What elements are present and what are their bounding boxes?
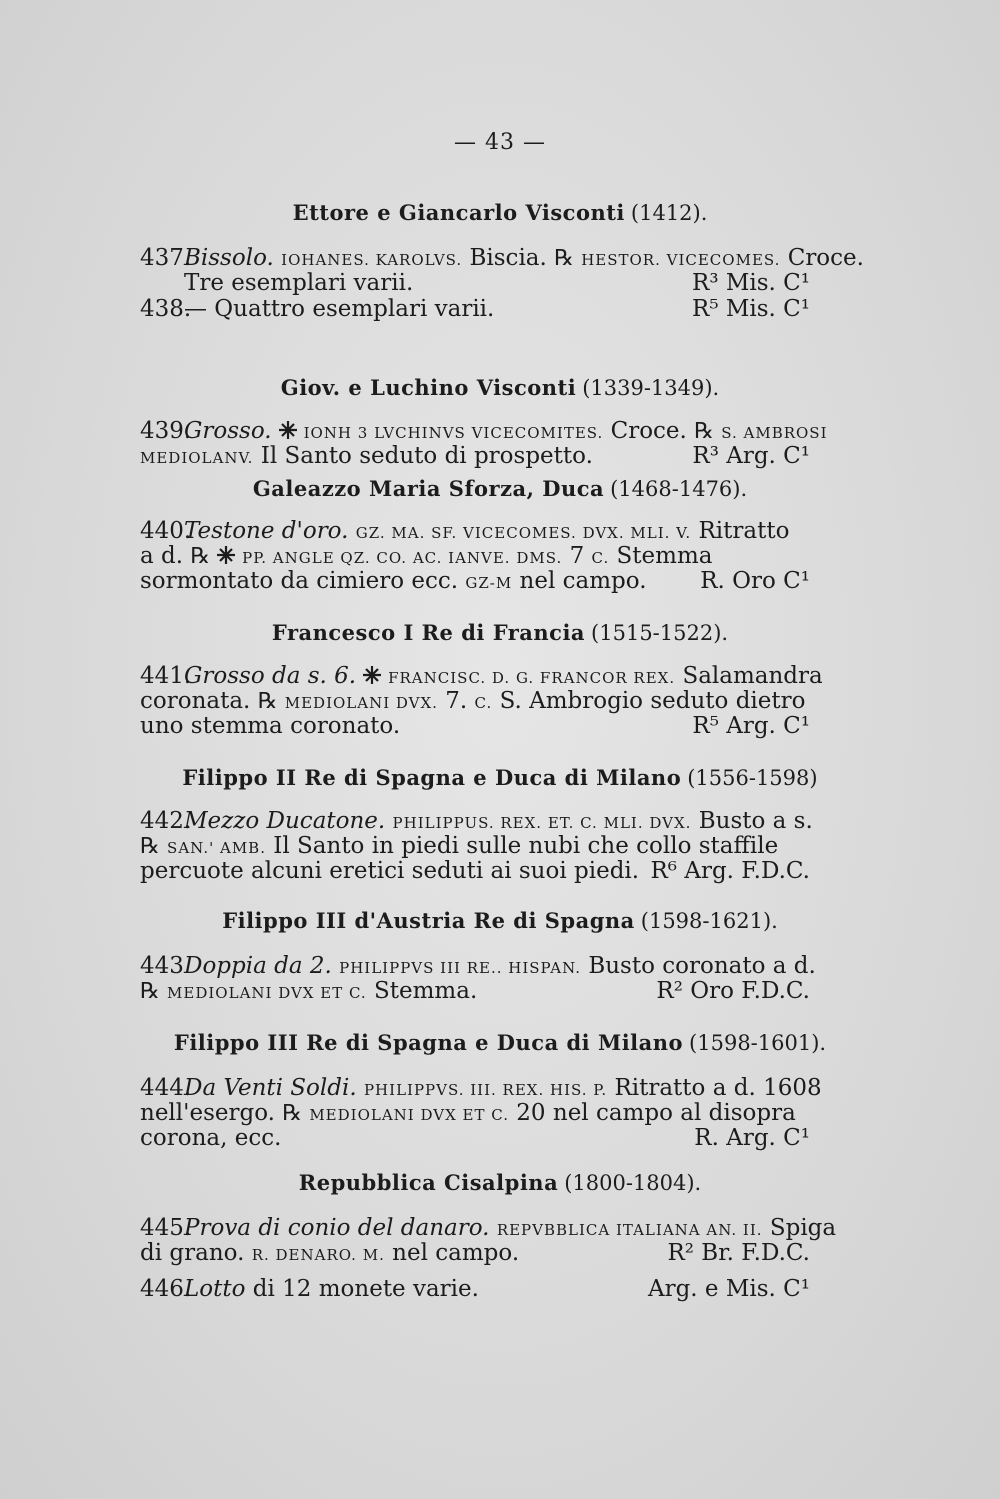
coin-name: Mezzo Ducatone.	[184, 808, 386, 834]
description: 7	[569, 543, 585, 569]
reverse-symbol: ℞	[282, 1101, 303, 1126]
entry-line	[140, 663, 823, 691]
description: a d.	[140, 543, 184, 569]
entry-line	[140, 978, 810, 1006]
obverse-legend: PHILIPPUS. REX. ET. C. MLI. DVX.	[392, 814, 692, 832]
lot-number: 439.	[140, 418, 192, 444]
entry-line	[140, 270, 810, 298]
section-title: Galeazzo Maria Sforza, Duca	[252, 476, 605, 501]
coin-name: Grosso da s. 6.	[184, 663, 357, 689]
description: Salamandra	[682, 663, 823, 689]
description: di 12 monete varie.	[252, 1276, 479, 1302]
description: 20 nel campo al disopra	[516, 1100, 796, 1126]
rarity-grade: R⁶ Arg. F.D.C.	[650, 858, 810, 884]
rarity-grade: R⁵ Arg. C¹	[692, 713, 810, 739]
section-title: Ettore e Giancarlo Visconti	[292, 200, 625, 225]
section-title: Filippo III d'Austria Re di Spagna	[222, 908, 635, 933]
obverse-legend: PHILIPPVS. III. REX. HIS. P.	[363, 1081, 608, 1099]
description: corona, ecc.	[140, 1125, 282, 1151]
lot-number: 446.	[140, 1276, 192, 1302]
section-dates: (1468-1476).	[610, 477, 748, 501]
entry-line	[140, 443, 810, 471]
description: coronata.	[140, 688, 251, 714]
reverse-legend: MEDIOLANI DVX ET C.	[309, 1106, 509, 1124]
section-heading	[0, 476, 1000, 501]
rarity-grade: R² Oro F.D.C.	[656, 978, 810, 1004]
section-dates: (1556-1598)	[687, 766, 818, 790]
section-title: Repubblica Cisalpina	[298, 1170, 559, 1195]
reverse-symbol: ℞	[140, 834, 160, 859]
reverse-symbol: ℞	[554, 246, 574, 271]
obverse-legend: REPVBBLICA ITALIANA AN. II.	[496, 1221, 763, 1239]
obverse-legend: IOHANES. KAROLVS.	[281, 251, 463, 269]
reverse-symbol: ℞	[140, 979, 160, 1004]
lot-number: 444.	[140, 1075, 192, 1101]
description: Tre esemplari varii.	[184, 270, 414, 296]
reverse-legend: MEDIOLANI DVX.	[284, 694, 438, 712]
entry-line	[140, 1125, 810, 1153]
coin-name: Prova di conio del danaro.	[184, 1215, 490, 1241]
lot-number: 438.	[140, 296, 192, 322]
description: di grano.	[140, 1240, 245, 1266]
description: Biscia.	[469, 245, 547, 271]
description: Croce.	[610, 418, 687, 444]
rarity-grade: R³ Mis. C¹	[692, 270, 810, 296]
section-heading	[0, 200, 1000, 225]
description: nel campo.	[392, 1240, 520, 1266]
description: percuote alcuni eretici seduti ai suoi piedi.	[140, 858, 640, 884]
rarity-grade: R. Oro C¹	[700, 568, 810, 594]
lot-number: 442.	[140, 808, 192, 834]
entry-line	[140, 518, 810, 546]
reverse-legend: SAN.' AMB.	[167, 839, 266, 857]
description: Spiga	[769, 1215, 837, 1241]
rarity-grade: R³ Arg. C¹	[692, 443, 810, 469]
cross-icon	[362, 665, 382, 685]
description: Il Santo seduto di prospetto.	[260, 443, 593, 469]
description: nell'esergo.	[140, 1100, 275, 1126]
cross-icon	[278, 420, 298, 440]
reverse-legend: HESTOR. VICECOMES.	[581, 251, 781, 269]
obverse-legend: FRANCISC. D. G. FRANCOR REX.	[388, 669, 676, 687]
entry-line	[140, 713, 810, 741]
section-dates: (1412).	[630, 201, 708, 225]
obverse-legend: GZ. MA. SF. VICECOMES. DVX. MLI. V.	[355, 524, 692, 542]
coin-name: Testone d'oro.	[184, 518, 349, 544]
description: Busto a s.	[698, 808, 813, 834]
cross-icon	[216, 545, 236, 565]
entry-line	[140, 1100, 810, 1128]
section-heading	[0, 908, 1000, 933]
entry-line	[140, 1240, 810, 1268]
section-title: Francesco I Re di Francia	[271, 620, 586, 645]
coin-name: Da Venti Soldi.	[184, 1075, 357, 1101]
entry-line	[140, 543, 810, 571]
section-dates: (1800-1804).	[564, 1171, 702, 1195]
reverse-legend: PP. ANGLE QZ. CO. AC. IANVE. DMS.	[242, 549, 563, 567]
obverse-legend: PHILIPPVS III RE.. HISPAN.	[339, 959, 582, 977]
obverse-legend: IONH 3 LVCHINVS VICECOMITES.	[303, 424, 604, 442]
description: uno stemma coronato.	[140, 713, 401, 739]
description: Busto coronato a d.	[588, 953, 816, 979]
entry-line	[140, 953, 816, 981]
reverse-legend: C.	[591, 549, 610, 567]
coin-name: Bissolo.	[184, 245, 274, 271]
description: Ritratto a d. 1608	[614, 1075, 822, 1101]
entry-line	[140, 808, 813, 836]
entry-line	[140, 296, 810, 324]
entry-line	[140, 568, 810, 596]
section-title: Filippo III Re di Spagna e Duca di Milano	[173, 1030, 684, 1055]
description: nel campo.	[519, 568, 647, 594]
lot-number: 440.	[140, 518, 192, 544]
field-legend: R. DENARO. M.	[251, 1246, 385, 1264]
lot-number: 443	[140, 953, 184, 979]
description: Stemma	[616, 543, 713, 569]
entry-line	[140, 1075, 822, 1103]
description: 7.	[445, 688, 468, 714]
section-heading	[0, 375, 1000, 400]
description: Ritratto	[698, 518, 790, 544]
reverse-legend: S. AMBROSI	[721, 424, 828, 442]
section-title: Filippo II Re di Spagna e Duca di Milano	[182, 765, 682, 790]
rarity-grade: R. Arg. C¹	[694, 1125, 810, 1151]
section-dates: (1339-1349).	[582, 376, 720, 400]
section-dates: (1598-1601).	[689, 1031, 827, 1055]
entry-line	[140, 418, 828, 446]
description: — Quattro esemplari varii.	[184, 296, 495, 322]
lot-number: 445.	[140, 1215, 192, 1241]
rarity-grade: R² Br. F.D.C.	[667, 1240, 810, 1266]
lot-number: 437.	[140, 245, 192, 271]
lot-number: 441.	[140, 663, 192, 689]
entry-line	[140, 245, 864, 273]
coin-name: Doppia da 2.	[184, 953, 332, 979]
reverse-legend: C.	[474, 694, 493, 712]
description: S. Ambrogio seduto dietro	[499, 688, 806, 714]
description: Croce.	[787, 245, 864, 271]
reverse-symbol: ℞	[190, 544, 211, 569]
description: Stemma.	[374, 978, 478, 1004]
section-heading	[0, 620, 1000, 645]
entry-line	[140, 688, 810, 716]
entry-line	[140, 1215, 837, 1243]
rarity-grade: Arg. e Mis. C¹	[647, 1276, 810, 1302]
field-legend: GZ-M	[465, 574, 513, 592]
section-heading	[0, 765, 1000, 790]
coin-name: Grosso.	[184, 418, 272, 444]
reverse-symbol: ℞	[694, 419, 714, 444]
reverse-legend: MEDIOLANI DVX ET C.	[167, 984, 367, 1002]
page-number: — 43 —	[454, 130, 546, 155]
rarity-grade: R⁵ Mis. C¹	[692, 296, 810, 322]
description: sormontato da cimiero ecc.	[140, 568, 459, 594]
section-heading	[0, 1030, 1000, 1055]
section-dates: (1598-1621).	[640, 909, 778, 933]
section-dates: (1515-1522).	[591, 621, 729, 645]
reverse-symbol: ℞	[257, 689, 278, 714]
coin-name: Lotto	[184, 1276, 246, 1302]
reverse-legend: MEDIOLANV.	[140, 449, 254, 467]
section-heading	[0, 1170, 1000, 1195]
entry-line	[140, 858, 810, 886]
entry-line	[140, 1276, 810, 1304]
description: Il Santo in piedi sulle nubi che collo staffile	[273, 833, 779, 859]
entry-line	[140, 833, 810, 861]
section-title: Giov. e Luchino Visconti	[280, 375, 577, 400]
